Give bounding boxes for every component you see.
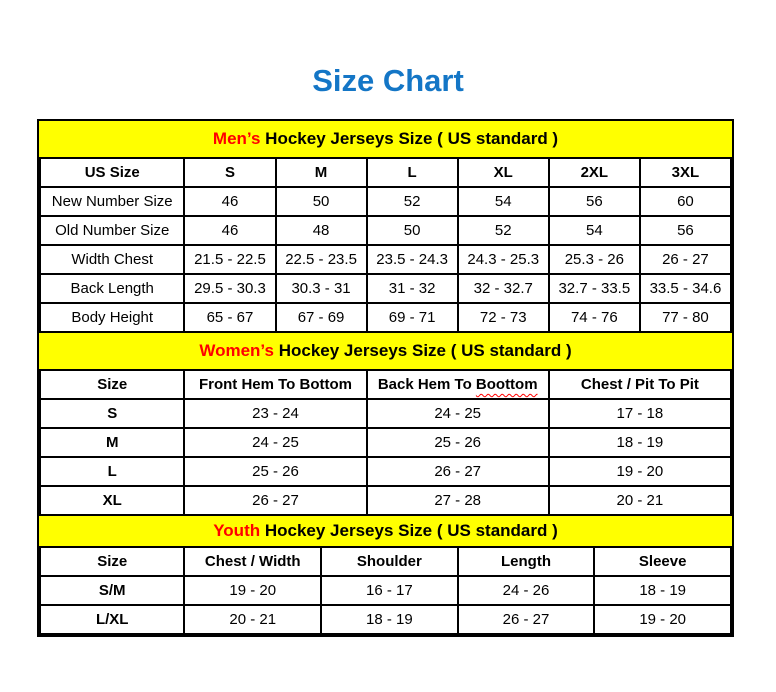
value-cell: 52 [367,187,458,216]
value-cell: 25.3 - 26 [549,245,640,274]
value-cell: 30.3 - 31 [276,274,367,303]
misspelled-word: Boottom [475,376,538,394]
value-cell: 67 - 69 [276,303,367,332]
row-label: New Number Size [40,187,184,216]
value-cell: 22.5 - 23.5 [276,245,367,274]
row-label: XL [40,486,184,515]
value-cell: 48 [276,216,367,245]
value-cell: 25 - 26 [367,428,549,457]
value-cell: 25 - 26 [184,457,366,486]
column-header: L [367,158,458,187]
mens-banner-text: Hockey Jerseys Size ( US standard ) [260,129,559,149]
value-cell: 33.5 - 34.6 [640,274,731,303]
table-row [40,576,731,605]
value-cell: 19 - 20 [549,457,731,486]
column-header: Sleeve [594,547,731,576]
column-header: US Size [40,158,184,187]
womens-table-banner [39,333,732,369]
value-cell: 18 - 19 [321,605,458,634]
table-row [40,303,731,332]
value-cell: 32.7 - 33.5 [549,274,640,303]
value-cell: 26 - 27 [184,486,366,515]
value-cell: 20 - 21 [549,486,731,515]
table-row [40,399,731,428]
value-cell: 56 [549,187,640,216]
mens-size-table [39,157,732,333]
value-cell: 56 [640,216,731,245]
row-label: L/XL [40,605,184,634]
value-cell: 19 - 20 [594,605,731,634]
column-header: S [184,158,275,187]
value-cell: 24 - 26 [458,576,595,605]
value-cell: 54 [549,216,640,245]
womens-banner-text: Hockey Jerseys Size ( US standard ) [273,341,572,361]
value-cell: 74 - 76 [549,303,640,332]
value-cell: 16 - 17 [321,576,458,605]
value-cell: 54 [458,187,549,216]
value-cell: 46 [184,216,275,245]
value-cell: 60 [640,187,731,216]
table-row [40,486,731,515]
value-cell: 21.5 - 22.5 [184,245,275,274]
youth-banner-accent: Youth [213,521,261,541]
row-label: L [40,457,184,486]
header-row [40,370,731,399]
value-cell: 29.5 - 30.3 [184,274,275,303]
value-cell: 26 - 27 [367,457,549,486]
column-header: 3XL [640,158,731,187]
value-cell: 77 - 80 [640,303,731,332]
column-header: M [276,158,367,187]
value-cell: 50 [367,216,458,245]
value-cell: 24 - 25 [184,428,366,457]
column-header: 2XL [549,158,640,187]
row-label: Width Chest [40,245,184,274]
value-cell: 26 - 27 [458,605,595,634]
womens-banner-accent: Women’s [199,341,274,361]
table-row [40,245,731,274]
table-row [40,274,731,303]
womens-size-table [39,369,732,516]
table-row [40,428,731,457]
table-row [40,457,731,486]
youth-size-table [39,546,732,635]
value-cell: 17 - 18 [549,399,731,428]
value-cell: 24.3 - 25.3 [458,245,549,274]
value-cell: 65 - 67 [184,303,275,332]
column-header: Chest / Width [184,547,321,576]
column-header: Front Hem To Bottom [184,370,366,399]
row-label: M [40,428,184,457]
value-cell: 24 - 25 [367,399,549,428]
table-row [40,187,731,216]
value-cell: 32 - 32.7 [458,274,549,303]
column-header: Size [40,547,184,576]
column-header: Shoulder [321,547,458,576]
mens-table-banner [39,121,732,157]
row-label: S/M [40,576,184,605]
value-cell: 46 [184,187,275,216]
header-row [40,158,731,187]
value-cell: 26 - 27 [640,245,731,274]
mens-banner-accent: Men’s [212,129,261,149]
youth-table-banner [39,516,732,546]
column-header: Back Hem To Boottom [367,370,549,399]
value-cell: 20 - 21 [184,605,321,634]
value-cell: 52 [458,216,549,245]
value-cell: 23 - 24 [184,399,366,428]
value-cell: 31 - 32 [367,274,458,303]
table-row [40,605,731,634]
page-title: Size Chart [312,63,464,98]
column-header: XL [458,158,549,187]
row-label: Body Height [40,303,184,332]
value-cell: 27 - 28 [367,486,549,515]
column-header: Chest / Pit To Pit [549,370,731,399]
column-header: Length [458,547,595,576]
row-label: S [40,399,184,428]
value-cell: 19 - 20 [184,576,321,605]
row-label: Old Number Size [40,216,184,245]
value-cell: 18 - 19 [594,576,731,605]
header-row [40,547,731,576]
value-cell: 23.5 - 24.3 [367,245,458,274]
size-chart-container [37,119,734,637]
row-label: Back Length [40,274,184,303]
column-header: Size [40,370,184,399]
value-cell: 72 - 73 [458,303,549,332]
value-cell: 50 [276,187,367,216]
value-cell: 69 - 71 [367,303,458,332]
table-row [40,216,731,245]
value-cell: 18 - 19 [549,428,731,457]
youth-banner-text: Hockey Jerseys Size ( US standard ) [260,521,558,541]
